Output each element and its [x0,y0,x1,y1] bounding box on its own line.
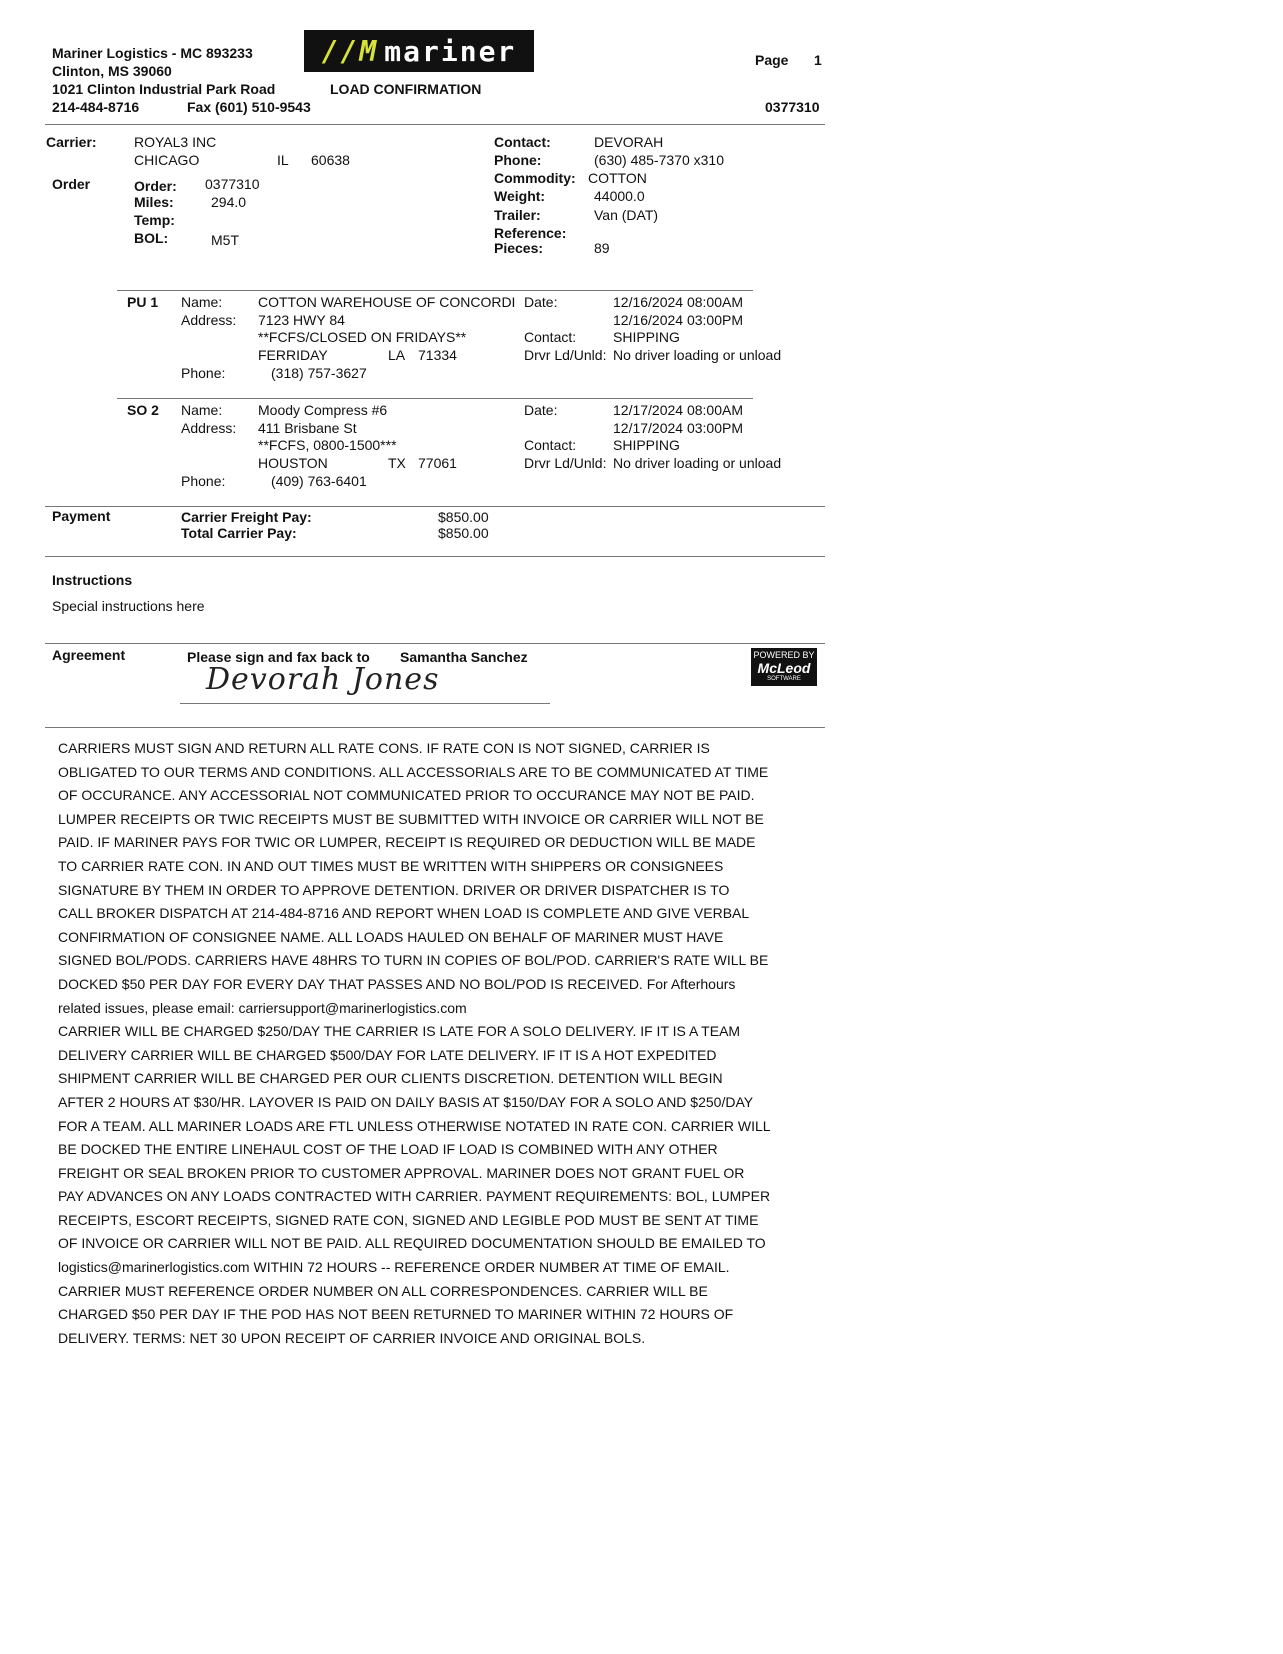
payment-section-label: Payment [52,508,111,524]
stop-code: PU 1 [127,294,159,310]
stop-date-label: Date: [524,402,558,418]
company-phone: 214-484-8716 [52,99,140,115]
terms-line: PAID. IF MARINER PAYS FOR TWIC OR LUMPER, RECEIPT IS REQUIRED OR DEDUCTION WILL BE MADE [58,834,756,851]
terms-line: FOR A TEAM. ALL MARINER LOADS ARE FTL UNLESS OTHERWISE NOTATED IN RATE CON. CARRIER WILL [58,1117,771,1134]
stop-address-label: Address: [181,420,237,436]
order-label: Order: [134,178,177,194]
stop-contact: SHIPPING [613,437,680,453]
instructions-text: Special instructions here [52,598,205,614]
stop-phone-label: Phone: [181,365,226,381]
signature: Devorah Jones [206,662,440,697]
mariner-logo-icon: //M [321,34,379,68]
carrier-state: IL [277,152,289,168]
document-title: LOAD CONFIRMATION [330,81,482,97]
pieces-value: 89 [594,240,610,256]
carrier-label: Carrier: [46,134,97,150]
stop-zip: 71334 [418,347,457,363]
stop-phone-label: Phone: [181,473,226,489]
stop-address: 7123 HWY 84 [258,312,345,328]
agreement-section-label: Agreement [52,647,126,663]
phone-value: (630) 485-7370 x310 [594,152,724,168]
terms-line: OBLIGATED TO OUR TERMS AND CONDITIONS. ALL ACCESSORIALS ARE TO BE COMMUNICATED AT TIME [58,763,769,780]
divider [45,643,825,644]
terms-line: SIGNATURE BY THEM IN ORDER TO APPROVE DETENTION. DRIVER OR DRIVER DISPATCHER IS TO [58,881,730,898]
bol-label: BOL: [134,230,169,246]
stop-phone: (409) 763-6401 [271,473,367,489]
company-name: Mariner Logistics - MC 893233 [52,45,253,61]
stop-driver: No driver loading or unload [613,455,782,471]
stop-note: **FCFS, 0800-1500*** [258,437,397,453]
order-value: 0377310 [205,176,260,192]
divider [45,556,825,557]
temp-label: Temp: [134,212,175,228]
stop-driver: No driver loading or unload [613,347,782,363]
terms-line: BE DOCKED THE ENTIRE LINEHAUL COST OF THE LOAD IF LOAD IS COMBINED WITH ANY OTHER [58,1141,718,1158]
terms-line: PAY ADVANCES ON ANY LOADS CONTRACTED WITH CARRIER. PAYMENT REQUIREMENTS: BOL, LUMPER [58,1188,771,1205]
sign-to-name: Samantha Sanchez [400,649,528,665]
order-section-label: Order [52,176,91,192]
stop-phone: (318) 757-3627 [271,365,367,381]
terms-line: DELIVERY CARRIER WILL BE CHARGED $500/DAY FOR LATE DELIVERY. IF IT IS A HOT EXPEDITED [58,1046,717,1063]
stop-contact: SHIPPING [613,329,680,345]
page-label: Page [755,52,789,68]
terms-line: CHARGED $50 PER DAY IF THE POD HAS NOT BEEN RETURNED TO MARINER WITHIN 72 HOURS OF [58,1306,734,1323]
terms-line: CALL BROKER DISPATCH AT 214-484-8716 AND REPORT WHEN LOAD IS COMPLETE AND GIVE VERBAL [58,905,750,922]
miles-value: 294.0 [211,194,247,210]
divider [117,290,753,291]
freight-pay-label: Carrier Freight Pay: [181,509,312,525]
stop-driver-label: Drvr Ld/Unld: [524,347,607,363]
company-fax: Fax (601) 510-9543 [187,99,311,115]
stop-city: HOUSTON [258,455,328,471]
terms-line: SHIPMENT CARRIER WILL BE CHARGED PER OUR CLIENTS DISCRETION. DETENTION WILL BEGIN [58,1070,723,1087]
terms-line: RECEIPTS, ESCORT RECEIPTS, SIGNED RATE CON, SIGNED AND LEGIBLE POD MUST BE SENT AT TIME [58,1211,759,1228]
carrier-zip: 60638 [311,152,350,168]
commodity-label: Commodity: [494,170,576,186]
stop-city: FERRIDAY [258,347,328,363]
terms-line: AFTER 2 HOURS AT $30/HR. LAYOVER IS PAID ON DAILY BASIS AT $150/DAY FOR A SOLO AND $250/DAY [58,1093,754,1110]
terms-line: related issues, please email: carriersupport@marinerlogistics.com [58,999,467,1016]
stop-name: COTTON WAREHOUSE OF CONCORDI [258,294,516,310]
terms-line: CARRIERS MUST SIGN AND RETURN ALL RATE CONS. IF RATE CON IS NOT SIGNED, CARRIER IS [58,740,710,756]
commodity-value: COTTON [588,170,647,186]
terms-line: DOCKED $50 PER DAY FOR EVERY DAY THAT PASSES AND NO BOL/POD IS RECEIVED. For Afterhours [58,975,736,992]
stop-date-end: 12/16/2024 03:00PM [613,312,743,328]
stop-contact-label: Contact: [524,437,577,453]
contact-value: DEVORAH [594,134,664,150]
page-number: 1 [814,52,822,68]
signature-line [180,703,550,704]
reference-label: Reference: [494,225,567,241]
terms-and-conditions [58,737,798,1350]
sign-prompt: Please sign and fax back to [187,649,370,665]
divider [45,124,825,125]
terms-line: FREIGHT OR SEAL BROKEN PRIOR TO CUSTOMER APPROVAL. MARINER DOES NOT GRANT FUEL OR [58,1164,745,1181]
stop-date-start: 12/17/2024 08:00AM [613,402,743,418]
mariner-logo-text: mariner [384,34,517,68]
terms-line: logistics@marinerlogistics.com WITHIN 72 HOURS -- REFERENCE ORDER NUMBER AT TIME OF EMAIL. [58,1259,730,1276]
badge-brand: McLeod [757,660,811,676]
terms-line: CARRIER MUST REFERENCE ORDER NUMBER ON ALL CORRESPONDENCES. CARRIER WILL BE [58,1282,708,1299]
stop-note: **FCFS/CLOSED ON FRIDAYS** [258,329,467,345]
bol-value: M5T [211,232,239,248]
terms-line: OF OCCURANCE. ANY ACCESSORIAL NOT COMMUNICATED PRIOR TO OCCURANCE MAY NOT BE PAID. [58,787,755,804]
stop-date-label: Date: [524,294,558,310]
stop-name-label: Name: [181,294,223,310]
divider [117,398,753,399]
carrier-city: CHICAGO [134,152,200,168]
stop-contact-label: Contact: [524,329,577,345]
trailer-label: Trailer: [494,207,541,223]
terms-line: SIGNED BOL/PODS. CARRIERS HAVE 48HRS TO TURN IN COPIES OF BOL/POD. CARRIER'S RATE WILL BE [58,952,769,969]
divider [45,727,825,728]
trailer-value: Van (DAT) [594,207,659,223]
terms-line: OF INVOICE OR CARRIER WILL NOT BE PAID. ALL REQUIRED DOCUMENTATION SHOULD BE EMAILED TO [58,1235,766,1252]
weight-label: Weight: [494,188,546,204]
phone-label: Phone: [494,152,542,168]
total-pay-value: $850.00 [438,525,489,541]
stop-zip: 77061 [418,455,457,471]
divider [45,506,825,507]
badge-top: POWERED BY [753,650,815,660]
stop-date-start: 12/16/2024 08:00AM [613,294,743,310]
stop-state: TX [388,455,406,471]
company-city: Clinton, MS 39060 [52,63,172,79]
order-reference: 0377310 [765,99,820,115]
terms-line: CARRIER WILL BE CHARGED $250/DAY THE CARRIER IS LATE FOR A SOLO DELIVERY. IF IT IS A TEAM [58,1023,741,1040]
terms-line: LUMPER RECEIPTS OR TWIC RECEIPTS MUST BE SUBMITTED WITH INVOICE OR CARRIER WILL NOT BE [58,810,764,827]
terms-line: CONFIRMATION OF CONSIGNEE NAME. ALL LOADS HAULED ON BEHALF OF MARINER MUST HAVE [58,928,724,945]
stop-date-end: 12/17/2024 03:00PM [613,420,743,436]
badge-sub: SOFTWARE [767,676,801,682]
total-pay-label: Total Carrier Pay: [181,525,297,541]
mariner-logo [304,30,534,72]
stop-name-label: Name: [181,402,223,418]
stop-code: SO 2 [127,402,159,418]
stop-driver-label: Drvr Ld/Unld: [524,455,607,471]
stop-address-label: Address: [181,312,237,328]
mcleod-badge [751,648,817,686]
contact-label: Contact: [494,134,551,150]
company-address: 1021 Clinton Industrial Park Road [52,81,276,97]
terms-line: TO CARRIER RATE CON. IN AND OUT TIMES MUST BE WRITTEN WITH SHIPPERS OR CONSIGNEES [58,857,724,874]
weight-value: 44000.0 [594,188,645,204]
stop-address: 411 Brisbane St [258,420,357,436]
freight-pay-value: $850.00 [438,509,489,525]
miles-label: Miles: [134,194,174,210]
terms-line: DELIVERY. TERMS: NET 30 UPON RECEIPT OF CARRIER INVOICE AND ORIGINAL BOLS. [58,1329,646,1346]
stop-state: LA [388,347,406,363]
stop-name: Moody Compress #6 [258,402,388,418]
pieces-label: Pieces: [494,240,544,256]
carrier-name: ROYAL3 INC [134,134,217,150]
instructions-section-label: Instructions [52,572,133,588]
